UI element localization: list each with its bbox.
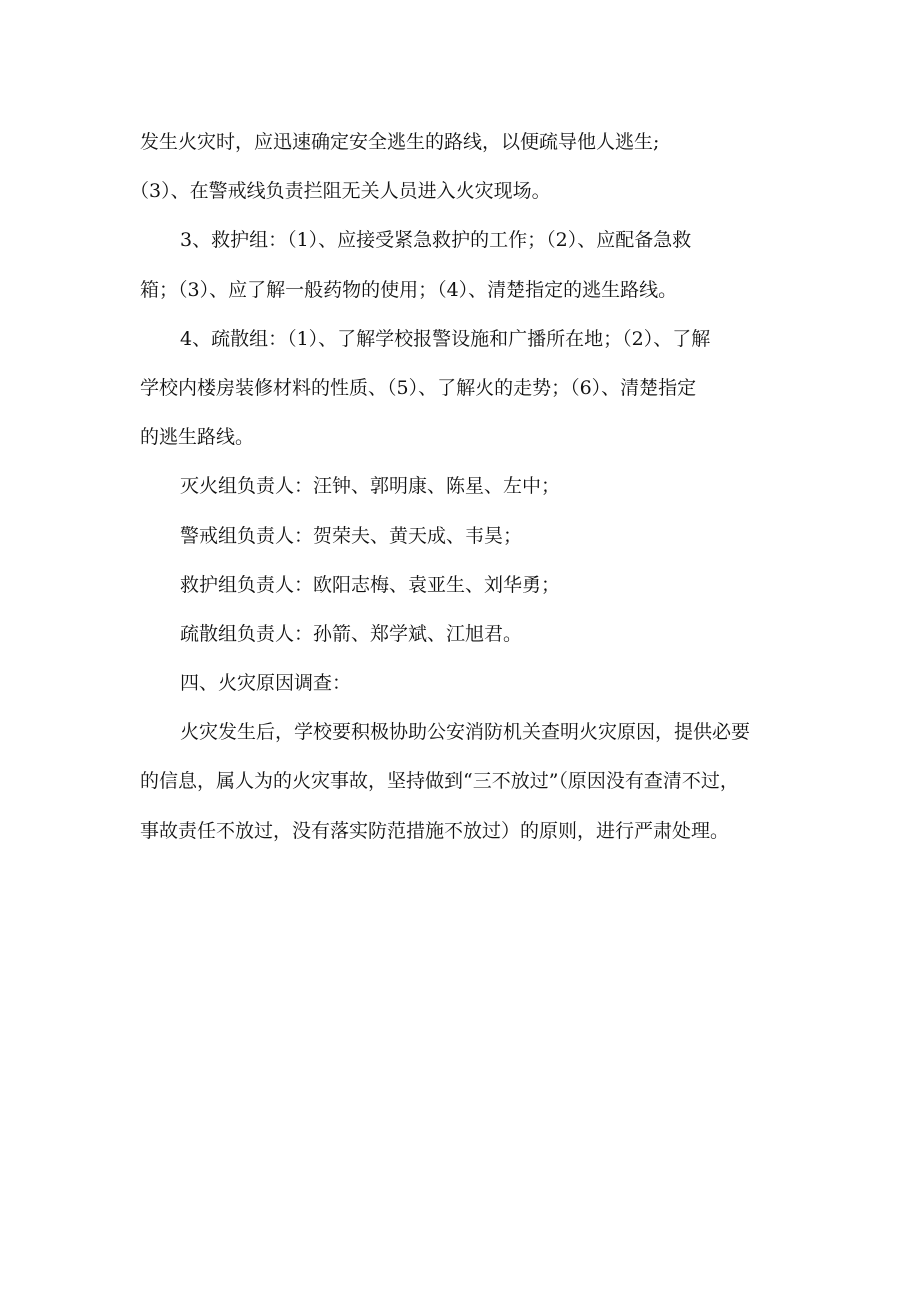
paragraph-line: 疏散组负责人：孙箭、郑学斌、江旭君。 xyxy=(180,622,523,645)
paragraph-line: 灭火组负责人：汪钟、郭明康、陈星、左中； xyxy=(180,475,561,498)
paragraph-line: 箱；（3）、应了解一般药物的使用；（4）、清楚指定的逃生路线。 xyxy=(140,278,678,301)
paragraph-line: （3）、在警戒线负责拦阻无关人员进入火灾现场。 xyxy=(130,180,551,203)
paragraph-line: 发生火灾时，应迅速确定安全逃生的路线，以便疏导他人逃生; xyxy=(140,131,660,153)
paragraph-line: 3、救护组：（1）、应接受紧急救护的工作；（2）、应配备急救 xyxy=(180,229,692,252)
document-body xyxy=(130,118,780,856)
paragraph-line: 警戒组负责人：贺荣夫、黄天成、韦昊； xyxy=(180,524,523,547)
paragraph-line: 火灾发生后，学校要积极协助公安消防机关查明火灾原因，提供必要 xyxy=(180,721,751,744)
paragraph-line: 4、疏散组：（1）、了解学校报警设施和广播所在地；（2）、了解 xyxy=(180,327,711,350)
paragraph-line: 事故责任不放过，没有落实防范措施不放过）的原则，进行严肃处理。 xyxy=(140,819,730,842)
paragraph-line: 的信息，属人为的火灾事故，坚持做到“三不放过”（原因没有查清不过， xyxy=(140,770,739,793)
paragraph-line: 救护组负责人：欧阳志梅、袁亚生、刘华勇； xyxy=(180,573,561,596)
section-heading: 四、火灾原因调查： xyxy=(180,672,352,695)
paragraph-line: 的逃生路线。 xyxy=(140,426,255,449)
paragraph-line: 学校内楼房装修材料的性质、（5）、了解火的走势；（6）、清楚指定 xyxy=(140,376,697,399)
